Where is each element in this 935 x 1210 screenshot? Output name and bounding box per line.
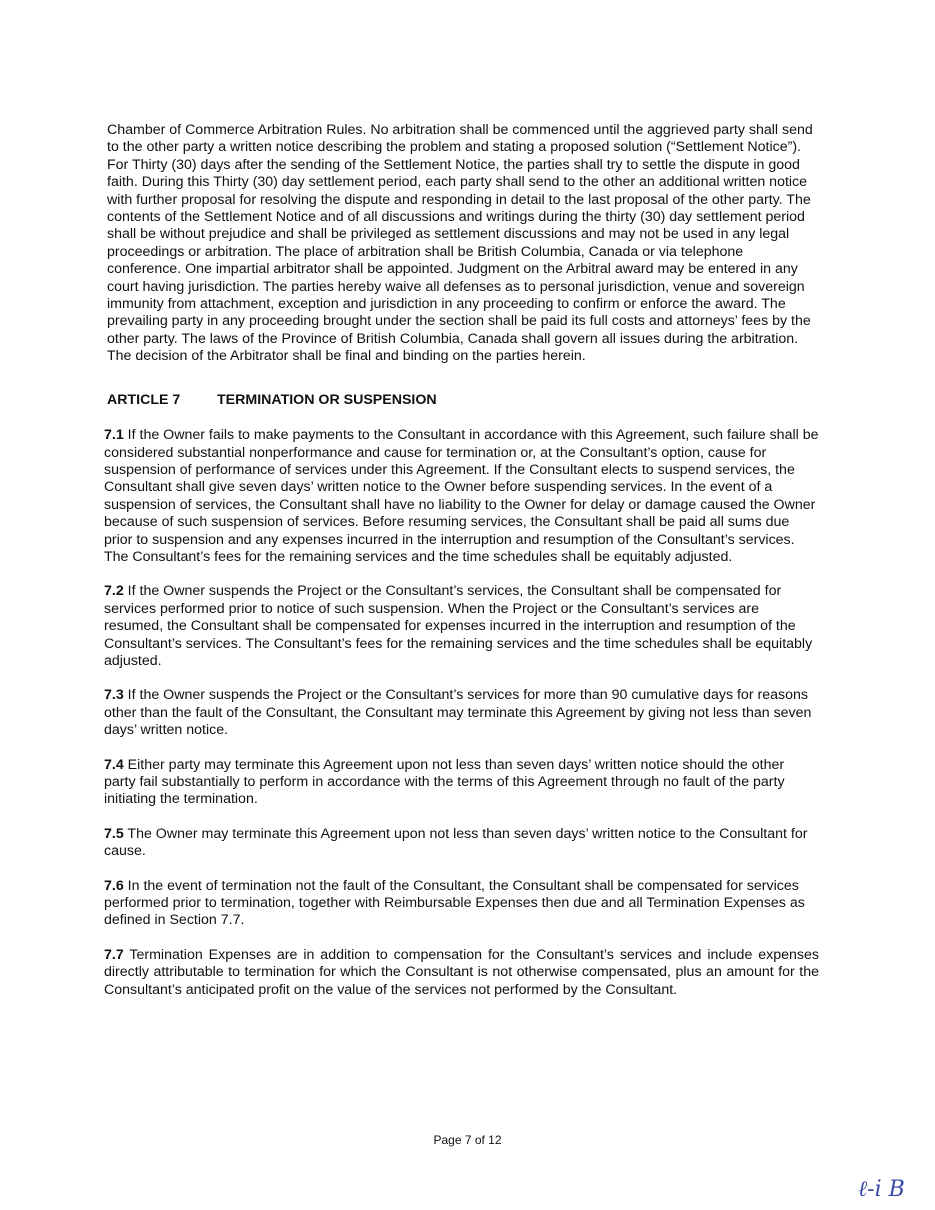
clause-7-1 (104, 427, 819, 566)
clause-number: 7.3 (104, 687, 124, 704)
page-number-footer: Page 7 of 12 (433, 1133, 502, 1147)
clause-7-2 (104, 583, 819, 670)
article-title: TERMINATION OR SUSPENSION (217, 391, 437, 408)
clause-text: Either party may terminate this Agreement upon not less than seven days’ written notice should the other party fail substantially to perform in accordance with the terms of this Agreement through no fault of the party initiating the termination. (104, 756, 785, 808)
clause-7-3 (104, 687, 819, 739)
clause-number: 7.6 (104, 877, 124, 894)
arbitration-paragraph: Chamber of Commerce Arbitration Rules. No arbitration shall be commenced until the aggrieved party shall send to the other party a written notice describing the problem and stating a proposed solution (“Settlement Notice”). For Thirty (30) days after the sending of the Settlement Notice, the parties shall try to settle the dispute in good faith. During this Thirty (30) day settlement period, each party shall send to the other an additional written notice with further proposal for resolving the dispute and responding in detail to the last proposal of the other party. The contents of the Settlement Notice and of all discussions and writings during the thirty (30) day settlement period shall be without prejudice and shall be privileged as settlement discussions and may not be used in any legal proceedings or arbitration. The place of arbitration shall be British Columbia, Canada or via telephone conference. One impartial arbitrator shall be appointed. Judgment on the Arbitral award may be entered in any court having jurisdiction. The parties hereby waive all defenses as to personal jurisdiction, venue and sovereign immunity from attachment, exception and jurisdiction in any proceeding to confirm or enforce the award. The prevailing party in any proceeding brought under the section shall be paid its full costs and attorneys’ fees by the other party. The laws of the Province of British Columbia, Canada shall govern all issues during the arbitration. The decision of the Arbitrator shall be final and binding on the parties herein. (107, 122, 813, 365)
clause-text: In the event of termination not the fault of the Consultant, the Consultant shall be compensated for services performed prior to termination, together with Reimbursable Expenses then due and all Termination Expenses as defined in Section 7.7. (104, 877, 805, 929)
article-number: ARTICLE 7 (107, 391, 181, 408)
clause-7-6 (104, 878, 819, 930)
clause-text: The Owner may terminate this Agreement upon not less than seven days’ written notice to the Consultant for cause. (104, 825, 808, 860)
clause-number: 7.4 (104, 756, 124, 773)
clause-text: If the Owner fails to make payments to the Consultant in accordance with this Agreement, such failure shall be considered substantial nonperformance and cause for termination or, at the Consultant’s option, cause for suspension of performance of services under this Agreement. If the Consultant elects to suspend services, the Consultant shall give seven days’ written notice to the Owner before suspending services. In the event of a suspension of services, the Consultant shall have no liability to the Owner for delay or damage caused the Owner because of such suspension of services. Before resuming services, the Consultant shall be paid all sums due prior to suspension and any expenses incurred in the interruption and resumption of the Consultant’s services. The Consultant’s fees for the remaining services and the time schedules shall be equitably adjusted. (104, 427, 819, 565)
clause-7-4 (104, 757, 819, 809)
clause-7-5 (104, 826, 819, 861)
clause-number: 7.5 (104, 825, 124, 842)
clause-number: 7.1 (104, 427, 124, 444)
document-body (104, 122, 819, 1016)
clause-text: If the Owner suspends the Project or the Consultant’s services, the Consultant shall be compensated for services performed prior to notice of such suspension. When the Project or the Consultant’s services are resumed, the Consultant shall be compensated for expenses incurred in the interruption and resumption of the Consultant’s services. The Consultant’s fees for the remaining services and the time schedules shall be equitably adjusted. (104, 583, 813, 669)
clause-text: Termination Expenses are in addition to compensation for the Consultant’s services and include expenses directly attributable to termination for which the Consultant is not otherwise compensated, plus an amount for the Consultant’s anticipated profit on the value of the services not performed by the Consultant. (104, 946, 819, 998)
handwritten-initials: ℓ-i B (858, 1177, 905, 1202)
clause-number: 7.7 (104, 946, 124, 963)
clause-7-7 (104, 947, 819, 999)
clause-text: If the Owner suspends the Project or the Consultant’s services for more than 90 cumulative days for reasons other than the fault of the Consultant, the Consultant may terminate this Agreement by giving not less than seven days’ written notice. (104, 687, 812, 739)
article-heading (107, 392, 819, 409)
clause-number: 7.2 (104, 583, 124, 600)
